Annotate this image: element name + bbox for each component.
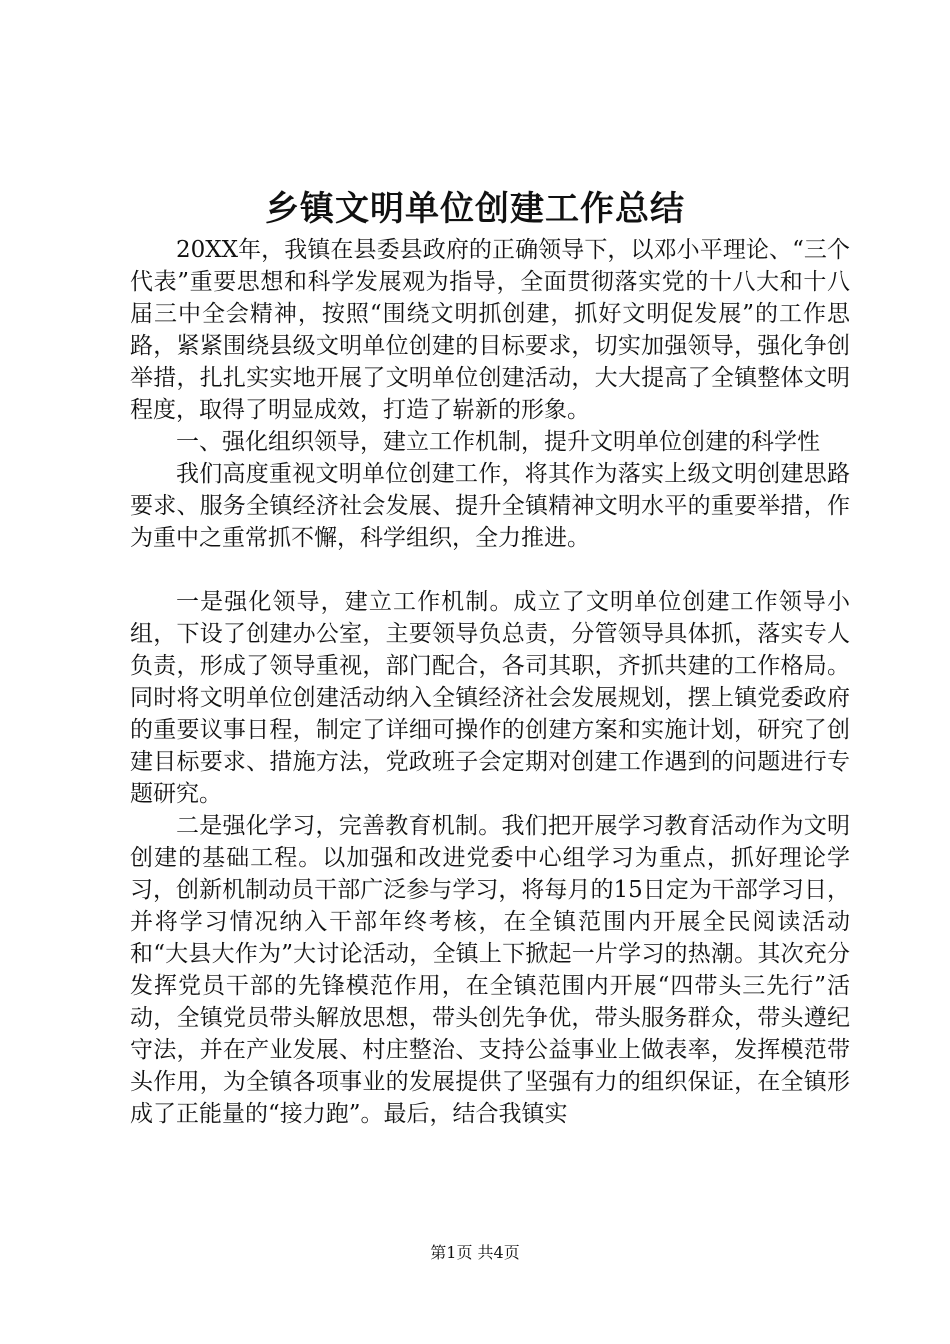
paragraph-section-1: 我们高度重视文明单位创建工作，将其作为落实上级文明创建思路要求、服务全镇经济社会发展、提升全镇精神文明水平的重要举措，作为重中之重常抓不懈，科学组织，全力推进。 [130, 461, 850, 551]
document-title: 乡镇文明单位创建工作总结 [265, 189, 685, 229]
page-footer: 第1页 共4页 [430, 1243, 520, 1262]
section-heading-1: 一、强化组织领导，建立工作机制，提升文明单位创建的科学性 [176, 429, 820, 455]
paragraph-intro: 20XX年，我镇在县委县政府的正确领导下，以邓小平理论、“三个代表”重要思想和科学发展观为指导，全面贯彻落实党的十八大和十八届三中全会精神，按照“围绕文明抓创建，抓好文明促发展”的工作思路，紧紧围绕县级文明单位创建的目标要求，切实加强领导，强化争创举措，扎扎实实地开展了文明单位创建活动，大大提高了全镇整体文明程度，取得了明显成效，打造了崭新的形象。 [130, 237, 850, 423]
paragraph-point-2: 二是强化学习，完善教育机制。我们把开展学习教育活动作为文明创建的基础工程。以加强和改进党委中心组学习为重点，抓好理论学习，创新机制动员干部广泛参与学习，将每月的15日定为干部学习日，并将学习情况纳入干部年终考核，在全镇范围内开展全民阅读活动和“大县大作为”大讨论活动，全镇上下掀起一片学习的热潮。其次充分发挥党员干部的先锋模范作用，在全镇范围内开展“四带头三先行”活动，全镇党员带头解放思想，带头创先争优，带头服务群众，带头遵纪守法，并在产业发展、村庄整治、支持公益事业上做表率，发挥模范带头作用，为全镇各项事业的发展提供了坚强有力的组织保证，在全镇形成了正能量的“接力跑”。最后，结合我镇实 [130, 813, 850, 1127]
document-body [130, 234, 850, 1130]
paragraph-point-1: 一是强化领导，建立工作机制。成立了文明单位创建工作领导小组，下设了创建办公室，主要领导负总责，分管领导具体抓，落实专人负责，形成了领导重视，部门配合，各司其职，齐抓共建的工作格局。同时将文明单位创建活动纳入全镇经济社会发展规划，摆上镇党委政府的重要议事日程，制定了详细可操作的创建方案和实施计划，研究了创建目标要求、措施方法，党政班子会定期对创建工作遇到的问题进行专题研究。 [130, 589, 850, 807]
